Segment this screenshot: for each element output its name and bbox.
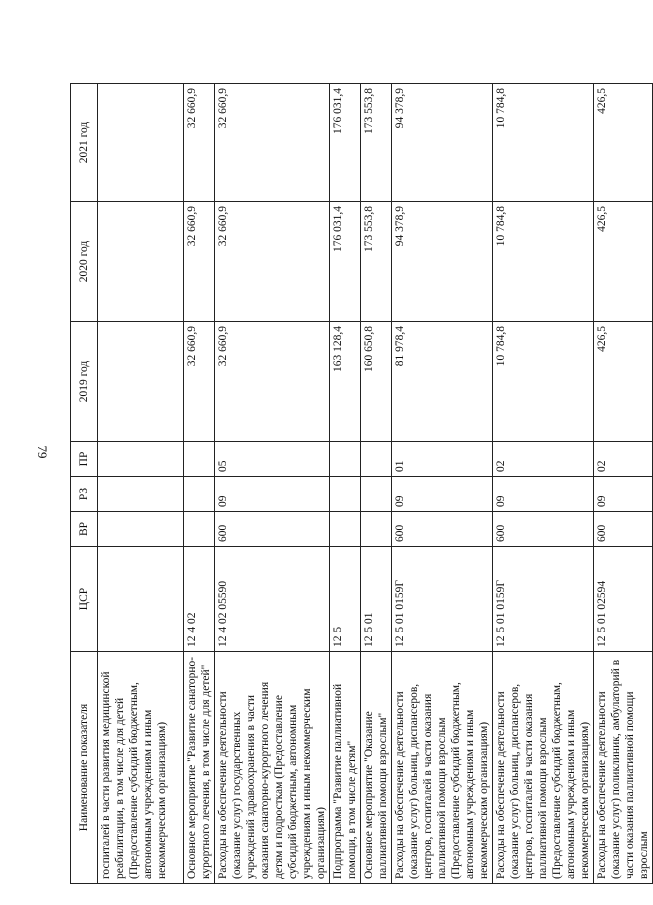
cell-csr: 12 5 01 0159Г <box>493 547 594 652</box>
table-row <box>184 84 215 884</box>
cell-2020: 32 660,9 <box>215 202 330 322</box>
cell-2020: 173 553,8 <box>361 202 392 322</box>
cell-2021: 32 660,9 <box>215 84 330 202</box>
cell-name: Расходы на обеспечение деятельности (оказание услуг) государственных учреждений здравоохранения в части оказания санаторно-курортного лечения детям и подросткам (Предоставление субсидий бюджетным, автономным учреждениям и иным некоммерческим организациям) <box>215 652 330 884</box>
page-number: 79 <box>35 445 50 459</box>
cell-csr: 12 4 02 <box>184 547 215 652</box>
cell-vr <box>330 512 361 547</box>
cell-rz <box>361 477 392 512</box>
cell-pr <box>361 442 392 477</box>
cell-vr: 600 <box>594 512 653 547</box>
cell-name: Подпрограмма "Развитие паллиативной помощи, в том числе детям" <box>330 652 361 884</box>
cell-rz: 09 <box>493 477 594 512</box>
cell-rz: 09 <box>594 477 653 512</box>
cell-2020: 94 378,9 <box>392 202 493 322</box>
cell-pr <box>98 442 184 477</box>
cell-vr <box>98 512 184 547</box>
cell-name: госпиталей в части развития медицинской реабилитации, в том числе для детей (Предоставление субсидий бюджетным, автономным учреждениям и иным некоммерческим организациям) <box>98 652 184 884</box>
rotated-page-content <box>70 84 650 884</box>
header-2021: 2021 год <box>71 84 98 202</box>
table-row <box>361 84 392 884</box>
cell-pr <box>330 442 361 477</box>
cell-name: Расходы на обеспечение деятельности (оказание услуг) поликлиник, амбулаторий в части оказания паллиативной помощи взрослым <box>594 652 653 884</box>
header-pr: ПР <box>71 442 98 477</box>
cell-2019: 32 660,9 <box>184 322 215 442</box>
table-row <box>330 84 361 884</box>
table-row <box>215 84 330 884</box>
cell-2020: 426,5 <box>594 202 653 322</box>
table-row <box>594 84 653 884</box>
cell-2021: 176 031,4 <box>330 84 361 202</box>
table-row <box>493 84 594 884</box>
cell-rz <box>98 477 184 512</box>
table-row <box>392 84 493 884</box>
header-2019: 2019 год <box>71 322 98 442</box>
budget-table <box>70 83 653 884</box>
cell-2019: 81 978,4 <box>392 322 493 442</box>
cell-2019: 10 784,8 <box>493 322 594 442</box>
cell-pr: 02 <box>493 442 594 477</box>
cell-2020: 10 784,8 <box>493 202 594 322</box>
cell-2019: 32 660,9 <box>215 322 330 442</box>
cell-csr: 12 5 <box>330 547 361 652</box>
table-row <box>98 84 184 884</box>
cell-2019 <box>98 322 184 442</box>
cell-name: Расходы на обеспечение деятельности (оказание услуг) больниц, диспансеров, центров, госпиталей в части оказания паллиативной помощи взрослым (Предоставление субсидий бюджетным, автономным учреждениям и иным некоммерческим организациям) <box>493 652 594 884</box>
cell-2020: 176 031,4 <box>330 202 361 322</box>
header-rz: РЗ <box>71 477 98 512</box>
cell-name: Основное мероприятие "Оказание паллиативной помощи взрослым" <box>361 652 392 884</box>
cell-rz <box>184 477 215 512</box>
cell-2021: 10 784,8 <box>493 84 594 202</box>
cell-2020: 32 660,9 <box>184 202 215 322</box>
cell-vr: 600 <box>392 512 493 547</box>
cell-pr: 02 <box>594 442 653 477</box>
cell-2021: 426,5 <box>594 84 653 202</box>
header-2020: 2020 год <box>71 202 98 322</box>
cell-vr: 600 <box>493 512 594 547</box>
cell-vr <box>184 512 215 547</box>
cell-name: Основное мероприятие "Развитие санаторно-курортного лечения, в том числе для детей" <box>184 652 215 884</box>
cell-2019: 163 128,4 <box>330 322 361 442</box>
cell-2021 <box>98 84 184 202</box>
cell-csr: 12 4 02 05590 <box>215 547 330 652</box>
header-name: Наименование показателя <box>71 652 98 884</box>
cell-csr: 12 5 01 <box>361 547 392 652</box>
cell-2020 <box>98 202 184 322</box>
cell-name: Расходы на обеспечение деятельности (оказание услуг) больниц, диспансеров, центров, госпиталей в части оказания паллиативной помощи взрослым (Предоставление субсидий бюджетным, автономным учреждениям и иным некоммерческим организациям) <box>392 652 493 884</box>
cell-2019: 160 650,8 <box>361 322 392 442</box>
cell-2021: 32 660,9 <box>184 84 215 202</box>
cell-csr: 12 5 01 02594 <box>594 547 653 652</box>
cell-rz: 09 <box>215 477 330 512</box>
cell-2021: 94 378,9 <box>392 84 493 202</box>
cell-vr <box>361 512 392 547</box>
cell-pr: 01 <box>392 442 493 477</box>
cell-rz: 09 <box>392 477 493 512</box>
header-vr: ВР <box>71 512 98 547</box>
cell-csr: 12 5 01 0159Г <box>392 547 493 652</box>
cell-pr: 05 <box>215 442 330 477</box>
cell-2019: 426,5 <box>594 322 653 442</box>
cell-rz <box>330 477 361 512</box>
cell-2021: 173 553,8 <box>361 84 392 202</box>
cell-pr <box>184 442 215 477</box>
table-header-row <box>71 84 98 884</box>
header-csr: ЦСР <box>71 547 98 652</box>
cell-csr <box>98 547 184 652</box>
cell-vr: 600 <box>215 512 330 547</box>
